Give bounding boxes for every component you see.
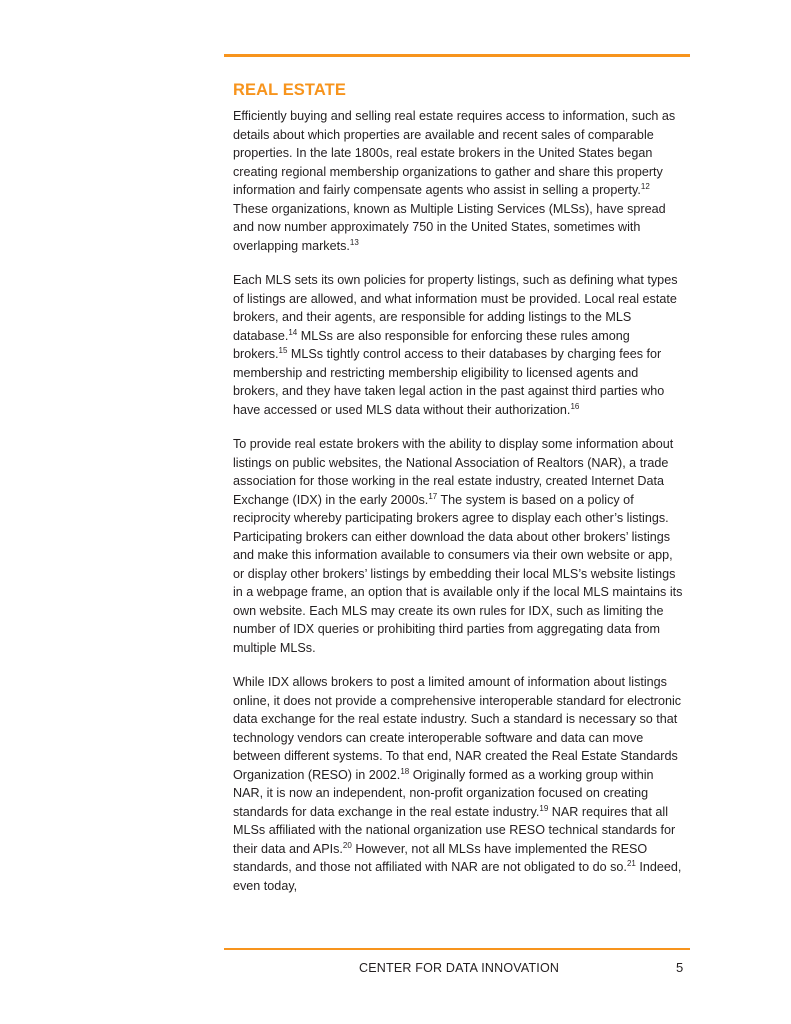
paragraph [233, 107, 687, 255]
footnote-marker: 12 [640, 181, 650, 191]
footnote-marker: 21 [626, 858, 636, 868]
section-heading: REAL ESTATE [233, 81, 346, 99]
paragraph-text: Each MLS sets its own policies for property listings, such as defining what types of listings are allowed, and what information must be provided. Local real estate brokers, and their agents, are responsible for adding listings to the MLS database. [233, 273, 678, 343]
paragraph-text: MLSs are also responsible for enforcing these rules among brokers. [233, 328, 630, 361]
footnote-marker: 14 [288, 327, 298, 337]
header-rule [224, 54, 690, 57]
paragraph-text: The system is based on a policy of reciprocity whereby participating brokers agree to display each other’s listings. Participating brokers can either download the data about other brokers’ listings and make this information available to consumers via their own website or app, or display other brokers’ listings by embedding their local MLS’s website listings in a webpage frame, an option that is available only if the local MLS maintains its own website. Each MLS may create its own rules for IDX, such as limiting the number of IDX queries or prohibiting third parties from aggregating data from multiple MLSs. [233, 492, 683, 655]
paragraph-text: However, not all MLSs have implemented the RESO standards, and those not affiliated with NAR are not obligated to do so. [233, 841, 648, 874]
body-text [233, 107, 687, 895]
paragraph [233, 271, 687, 419]
paragraph [233, 435, 687, 657]
paragraph-text: While IDX allows brokers to post a limited amount of information about listings online, it does not provide a comprehensive interoperable standard for electronic data exchange for the real estate industry. Such a standard is necessary so that technology vendors can create interoperable software and data can move between different systems. To that end, NAR created the Real Estate Standards Organization (RESO) in 2002. [233, 675, 682, 782]
footnote-marker: 20 [342, 840, 352, 850]
paragraph-text: NAR requires that all MLSs affiliated with the national organization use RESO technical standards for their data and APIs. [233, 804, 676, 856]
paragraph-text: Efficiently buying and selling real estate requires access to information, such as details about which properties are available and recent sales of comparable properties. In the late 1800s, real estate brokers in the United States began creating regional membership organizations to gather and share this property information and fairly compensate agents who assist in selling a property. [233, 109, 676, 197]
paragraph-text: MLSs tightly control access to their databases by charging fees for membership and restricting membership eligibility to licensed agents and brokers, and they have taken legal action in the past against third parties who have accessed or used MLS data without their authorization. [233, 347, 665, 417]
paragraph-text: These organizations, known as Multiple Listing Services (MLSs), have spread and now number approximately 750 in the United States, sometimes with overlapping markets. [233, 201, 666, 253]
footer-rule [224, 948, 690, 950]
footnote-marker: 15 [278, 345, 288, 355]
footnote-marker: 17 [428, 491, 438, 501]
paragraph-text: Indeed, even today, [233, 860, 682, 893]
page-number: 5 [676, 960, 684, 975]
footnote-marker: 19 [539, 803, 549, 813]
paragraph-text: Originally formed as a working group within NAR, it is now an independent, non-profit organization focused on creating standards for data exchange in the real estate industry. [233, 767, 654, 819]
footer-organization: CENTER FOR DATA INNOVATION [359, 961, 560, 975]
footnote-marker: 18 [400, 766, 410, 776]
paragraph [233, 673, 687, 895]
footnote-marker: 16 [570, 401, 580, 411]
paragraph-text: To provide real estate brokers with the ability to display some information about listings on public websites, the National Association of Realtors (NAR), a trade association for those working in the real estate industry, created Internet Data Exchange (IDX) in the early 2000s. [233, 437, 674, 507]
page-content [233, 79, 687, 911]
footnote-marker: 13 [349, 237, 359, 247]
